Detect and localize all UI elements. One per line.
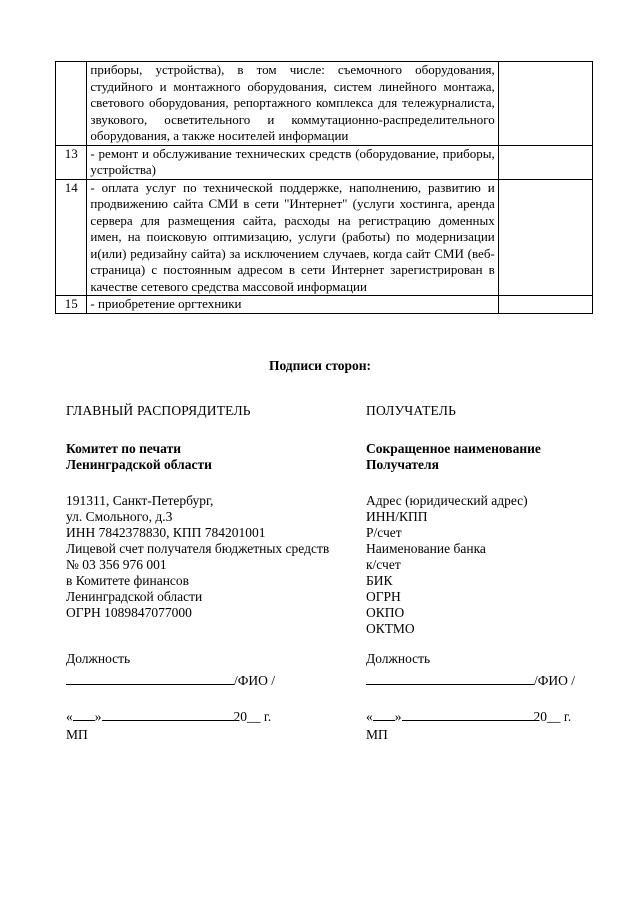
month-blank (402, 707, 534, 721)
detail-line: ул. Смольного, д.3 (66, 509, 173, 524)
row-empty-cell (498, 179, 592, 296)
stamp-label: МП (66, 727, 88, 742)
table-row (56, 62, 593, 146)
detail-line: ОКТМО (366, 621, 415, 636)
table-row (56, 296, 593, 314)
position-label: Должность (66, 651, 131, 666)
signature-line (366, 671, 606, 689)
expense-items-table (55, 61, 593, 314)
detail-line: ИНН/КПП (366, 509, 428, 524)
party-organization (366, 441, 606, 473)
detail-line: Наименование банка (366, 541, 486, 556)
party-organization (66, 441, 356, 473)
row-empty-cell (498, 145, 592, 179)
row-number (56, 62, 87, 146)
year-label: 20__ г. (233, 709, 272, 724)
row-number: 13 (56, 145, 87, 179)
table-row (56, 145, 593, 179)
date-quote-close: » (94, 709, 102, 724)
row-empty-cell (498, 62, 592, 146)
row-text: - приобретение оргтехники (87, 296, 498, 314)
year-label: 20__ г. (533, 709, 572, 724)
detail-line: Р/счет (366, 525, 402, 540)
date-quote-close: » (394, 709, 402, 724)
org-line: Сокращенное наименование (366, 441, 541, 456)
detail-line: № 03 356 976 001 (66, 557, 167, 572)
row-text: - оплата услуг по технической поддержке, наполнению, развитию и продвижению сайта СМИ в сети "Интернет" (услуги хостинга, аренда сервера для размещения сайта, расходы на регистрацию доменных имен, на поисковую оптимизацию, услуги (работы) по модернизации и(или) редизайну сайта) за исключением случаев, когда сайт СМИ (веб-страница) с постоянным адресом в сети Интернет зарегистрирован в качестве сетевого средства массовой информации (87, 179, 498, 296)
signature-blank (366, 671, 534, 685)
org-line: Получателя (366, 457, 439, 472)
party-details (66, 493, 356, 621)
party-role: ПОЛУЧАТЕЛЬ (366, 403, 457, 418)
table-row (56, 179, 593, 296)
org-line: Комитет по печати (66, 441, 181, 456)
date-quote-open: « (66, 709, 73, 724)
fio-label: /ФИО / (534, 673, 576, 688)
row-empty-cell (498, 296, 592, 314)
party-role: ГЛАВНЫЙ РАСПОРЯДИТЕЛЬ (66, 403, 251, 418)
date-line (366, 707, 606, 725)
month-blank (102, 707, 234, 721)
fio-label: /ФИО / (234, 673, 276, 688)
row-number: 15 (56, 296, 87, 314)
party-details (366, 493, 606, 637)
row-number: 14 (56, 179, 87, 296)
day-blank (73, 707, 95, 721)
detail-line: ОГРН (366, 589, 401, 604)
detail-line: в Комитете финансов (66, 573, 190, 588)
signatures-title: Подписи сторон: (268, 358, 372, 373)
detail-line: 191311, Санкт-Петербург, (66, 493, 214, 508)
signature-blank (66, 671, 234, 685)
org-line: Ленинградской области (66, 457, 212, 472)
position-label: Должность (366, 651, 431, 666)
detail-line: Лицевой счет получателя бюджетных средств (66, 541, 330, 556)
date-quote-open: « (366, 709, 373, 724)
date-line (66, 707, 356, 725)
row-text: - ремонт и обслуживание технических средств (оборудование, приборы, устройства) (87, 145, 498, 179)
day-blank (373, 707, 395, 721)
recipient-block (366, 403, 606, 743)
chief-distributor-block (66, 403, 356, 743)
detail-line: ИНН 7842378830, КПП 784201001 (66, 525, 266, 540)
detail-line: ОГРН 1089847077000 (66, 605, 192, 620)
detail-line: Ленинградской области (66, 589, 203, 604)
detail-line: ОКПО (366, 605, 405, 620)
row-text: приборы, устройства), в том числе: съемочного оборудования, студийного и монтажного оборудования, систем линейного монтажа, светового оборудования, репортажного комплекса для тележурналиста, звукового, осветительного и коммутационно-распределительного оборудования, а также носителей информации (87, 62, 498, 146)
stamp-label: МП (366, 727, 388, 742)
detail-line: Адрес (юридический адрес) (366, 493, 528, 508)
detail-line: БИК (366, 573, 393, 588)
signature-line (66, 671, 356, 689)
detail-line: к/счет (366, 557, 401, 572)
